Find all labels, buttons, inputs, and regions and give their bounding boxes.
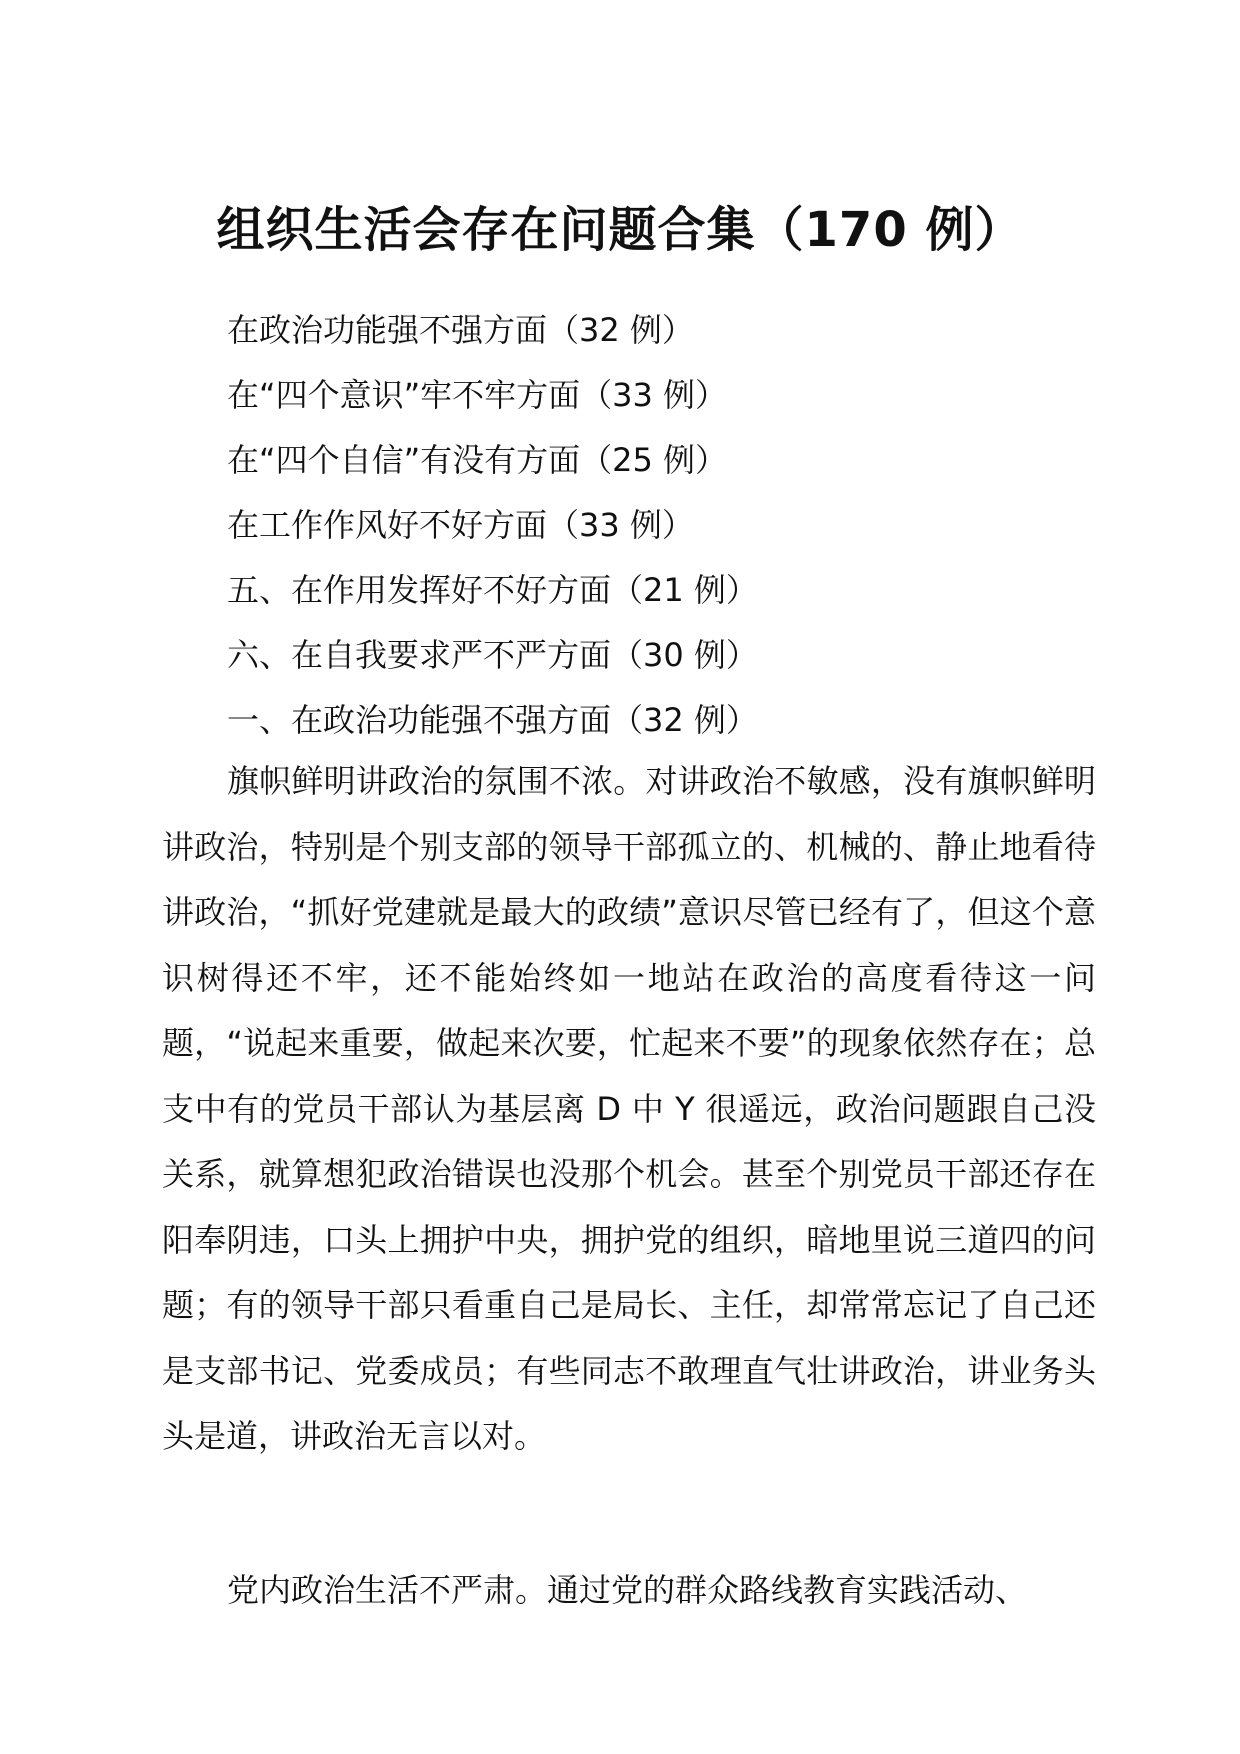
document-title: 组织生活会存在问题合集（170 例） xyxy=(216,202,1024,258)
body-paragraph: 党内政治生活不严肃。通过党的群众路线教育实践活动、 xyxy=(227,1571,1028,1609)
section-item: 五、在作用发挥好不好方面（21 例） xyxy=(227,571,758,609)
section-list xyxy=(227,298,1127,753)
body-paragraph: 旗帜鲜明讲政治的氛围不浓。对讲政治不敏感，没有旗帜鲜明讲政治，特别是个别支部的领导干部孤立的、机械的、静止地看待讲政治，“抓好党建就是最大的政绩”意识尽管已经有了，但这个意识树得还不牢，还不能始终如一地站在政治的高度看待这一问题，“说起来重要，做起来次要，忙起来不要”的现象依然存在；总支中有的党员干部认为基层离 D 中 Y 很遥远，政治问题跟自己没关系，就算想犯政治错误也没那个机会。甚至个别党员干部还存在阳奉阴违，口头上拥护中央，拥护党的组织，暗地里说三道四的问题；有的领导干部只看重自己是局长、主任，却常常忘记了自己还是支部书记、党委成员；有些同志不敢理直气壮讲政治，讲业务头头是道，讲政治无言以对。 xyxy=(162,762,1096,1455)
section-item: 六、在自我要求严不严方面（30 例） xyxy=(227,636,758,674)
section-item: 在工作作风好不好方面（33 例） xyxy=(227,506,694,544)
section-item: 在“四个意识”牢不牢方面（33 例） xyxy=(227,376,728,414)
section-item: 在“四个自信”有没有方面（25 例） xyxy=(227,441,728,479)
section-item: 在政治功能强不强方面（32 例） xyxy=(227,311,694,349)
section-heading: 一、在政治功能强不强方面（32 例） xyxy=(227,701,758,739)
